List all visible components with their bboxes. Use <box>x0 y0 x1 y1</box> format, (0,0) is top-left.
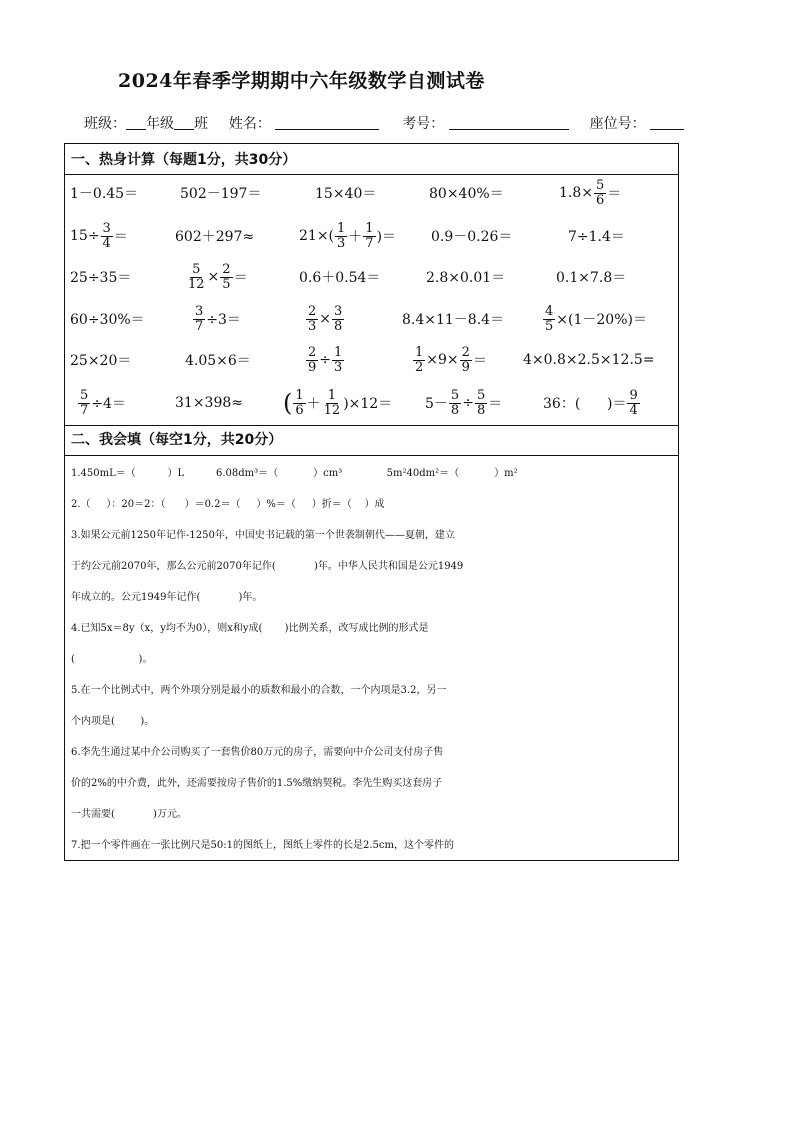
numerator: 1 <box>415 344 424 360</box>
calc-item <box>70 221 128 251</box>
fraction <box>332 305 344 334</box>
calc-item: 0.1×7.8＝ <box>556 270 627 286</box>
page-title: 2024年春季学期期中六年级数学自测试卷 <box>118 70 485 92</box>
fraction <box>220 263 232 292</box>
denominator: 9 <box>461 359 470 375</box>
question-line: 3.如果公元前1250年记作-1250年，中国史书记载的第一个世袭制朝代——夏朝，建立 <box>71 530 455 541</box>
grade-blank[interactable] <box>126 116 146 130</box>
divider <box>65 455 678 456</box>
numerator: 9 <box>629 387 638 403</box>
calc-text: ×(1－20%)＝ <box>556 312 647 328</box>
numerator: 5 <box>450 387 460 403</box>
class-label: 班级： <box>84 116 126 132</box>
denominator: 9 <box>308 359 317 375</box>
name-blank[interactable] <box>275 116 379 130</box>
calc-text: ＝ <box>488 396 503 412</box>
calc-item: 31×398≈ <box>175 395 243 411</box>
exam-no-label: 考号： <box>402 116 445 132</box>
question-line: 1.450mL＝（ ）L 6.08dm³＝（ ）cm³ 5m²40dm²＝（ ）m² <box>71 468 518 479</box>
question-line: 于约公元前2070年，那么公元前2070年记作( )年。中华人民共和国是公元1949 <box>71 561 464 572</box>
calc-item: 25×20＝ <box>70 353 132 369</box>
calc-item <box>543 388 641 418</box>
denominator: 4 <box>629 402 638 418</box>
calc-text: ÷ <box>319 352 332 368</box>
calc-item <box>559 178 621 208</box>
grade-label: 年级 <box>146 116 174 132</box>
calc-text: 5－ <box>425 396 448 412</box>
question-line: 2.（ ）：20＝2：（ ）＝0.2＝（ ）%＝（ ）折＝（ ）成 <box>71 499 385 510</box>
calc-text: ÷ <box>462 395 474 411</box>
fraction <box>322 389 343 418</box>
calc-text: ×9× <box>426 352 459 368</box>
numerator: 1 <box>295 387 304 403</box>
fraction <box>460 346 472 375</box>
numerator: 1 <box>327 387 337 403</box>
calc-item: 2.8×0.01＝ <box>426 270 506 286</box>
calc-item: 0.6＋0.54＝ <box>299 270 381 286</box>
numerator: 3 <box>334 303 343 319</box>
numerator: 1 <box>337 220 346 236</box>
denominator: 6 <box>295 402 304 418</box>
calc-item <box>192 304 241 334</box>
denominator: 12 <box>323 402 341 418</box>
calc-item: 4.05×6＝ <box>185 353 251 369</box>
seat-blank[interactable] <box>650 116 684 130</box>
calc-text: ＋ <box>348 229 363 245</box>
calc-item <box>185 262 248 292</box>
calc-item <box>305 304 345 334</box>
calc-text: × <box>319 311 332 327</box>
fraction <box>101 222 113 251</box>
denominator: 5 <box>545 318 554 334</box>
ban-label: 班 <box>194 116 208 132</box>
calc-text: ＝ <box>472 353 487 369</box>
numerator: 3 <box>195 303 204 319</box>
class-blank[interactable] <box>174 116 194 130</box>
question-line: 一共需要( )万元。 <box>71 809 187 820</box>
denominator: 4 <box>102 235 111 251</box>
fraction <box>306 346 318 375</box>
calc-item: 15×40＝ <box>315 186 377 202</box>
calc-item <box>305 345 345 375</box>
numerator: 2 <box>308 303 317 319</box>
question-line: ( )。 <box>71 654 153 665</box>
numerator: 1 <box>365 220 374 236</box>
calc-item: 80×40%＝ <box>429 186 504 202</box>
denominator: 7 <box>365 235 374 251</box>
fraction <box>543 305 555 334</box>
calc-item: 8.4×11－8.4＝ <box>402 312 505 328</box>
numerator: 5 <box>596 177 605 193</box>
denominator: 8 <box>450 402 460 418</box>
calc-item: 502－197＝ <box>180 186 262 202</box>
numerator: 5 <box>80 387 89 403</box>
calc-item: 25÷35＝ <box>70 270 132 286</box>
numerator: 4 <box>545 303 554 319</box>
calc-item: 1－0.45＝ <box>70 186 139 202</box>
question-line: 个内项是( )。 <box>71 716 155 727</box>
fraction <box>627 389 639 418</box>
fraction <box>332 346 344 375</box>
calc-text: 21×( <box>299 228 335 244</box>
numerator: 2 <box>461 344 470 360</box>
fraction <box>78 389 90 418</box>
student-info-line <box>84 113 684 133</box>
denominator: 8 <box>476 402 486 418</box>
numerator: 3 <box>102 220 111 236</box>
fraction <box>413 346 425 375</box>
seat-label: 座位号： <box>589 116 646 132</box>
exam-no-blank[interactable] <box>449 116 569 130</box>
calc-item <box>542 304 647 334</box>
calc-text: × <box>207 269 220 285</box>
question-line: 年成立的。公元1949年记作( )年。 <box>71 592 263 603</box>
numerator: 5 <box>476 387 486 403</box>
exam-box <box>64 143 679 861</box>
calc-item: 602＋297≈ <box>175 229 255 245</box>
calc-text: 36：( )＝ <box>543 396 627 412</box>
calc-text: )×12＝ <box>343 396 393 412</box>
calc-item <box>77 388 126 418</box>
numerator: 2 <box>308 344 317 360</box>
fraction <box>335 222 347 251</box>
calc-text: ＝ <box>233 270 248 286</box>
denominator: 7 <box>195 318 204 334</box>
fraction <box>449 389 461 418</box>
calc-item: 4×0.8×2.5×12.5= <box>523 352 655 368</box>
numerator: 5 <box>192 261 201 277</box>
calc-item: 7÷1.4＝ <box>568 229 625 245</box>
denominator: 8 <box>334 318 343 334</box>
calc-item <box>299 221 396 251</box>
fraction <box>363 222 375 251</box>
numerator: 2 <box>222 261 231 277</box>
section1-heading: 一、热身计算（每题1分，共30分） <box>71 152 297 168</box>
calc-text: )＝ <box>376 229 397 245</box>
name-label: 姓名： <box>228 116 271 132</box>
fraction <box>186 263 207 292</box>
calc-item: 0.9－0.26＝ <box>431 229 513 245</box>
denominator: 7 <box>80 402 89 418</box>
denominator: 3 <box>334 359 343 375</box>
denominator: 3 <box>308 318 317 334</box>
numerator: 1 <box>334 344 343 360</box>
calc-text: ÷4＝ <box>91 396 126 412</box>
denominator: 2 <box>415 359 424 375</box>
denominator: 3 <box>337 235 346 251</box>
section2-heading: 二、我会填（每空1分，共20分） <box>71 432 283 448</box>
calc-text: 15÷ <box>70 228 100 244</box>
calc-text: ＝ <box>113 229 128 245</box>
calc-item <box>412 345 487 375</box>
calc-item: 60÷30%＝ <box>70 312 145 328</box>
calc-item <box>283 388 392 418</box>
calc-text: ( <box>283 389 293 417</box>
calc-text: 1.8× <box>559 185 593 201</box>
divider <box>65 174 678 175</box>
question-line: 价的2%的中介费，此外，还需要按房子售价的1.5%缴纳契税。李先生购买这套房子 <box>71 778 443 789</box>
denominator: 12 <box>188 276 205 292</box>
denominator: 5 <box>222 276 231 292</box>
fraction <box>306 305 318 334</box>
calc-item <box>425 388 502 418</box>
fraction <box>475 389 487 418</box>
fraction <box>594 179 606 208</box>
question-line: 4.已知5x＝8y（x，y均不为0），则x和y成( )比例关系，改写成比例的形式是 <box>71 623 429 634</box>
question-line: 7.把一个零件画在一张比例尺是50:1的图纸上，图纸上零件的长是2.5cm，这个零件的 <box>71 840 454 851</box>
question-line: 6.李先生通过某中介公司购买了一套售价80万元的房子，需要向中介公司支付房子售 <box>71 747 444 758</box>
fraction <box>293 389 305 418</box>
calc-text: ＝ <box>607 186 622 202</box>
calc-text: ÷3＝ <box>206 312 241 328</box>
denominator: 6 <box>596 192 605 208</box>
fraction <box>193 305 205 334</box>
question-line: 5.在一个比例式中，两个外项分别是最小的质数和最小的合数，一个内项是3.2，另一 <box>71 685 447 696</box>
calc-text: ＋ <box>306 396 321 412</box>
